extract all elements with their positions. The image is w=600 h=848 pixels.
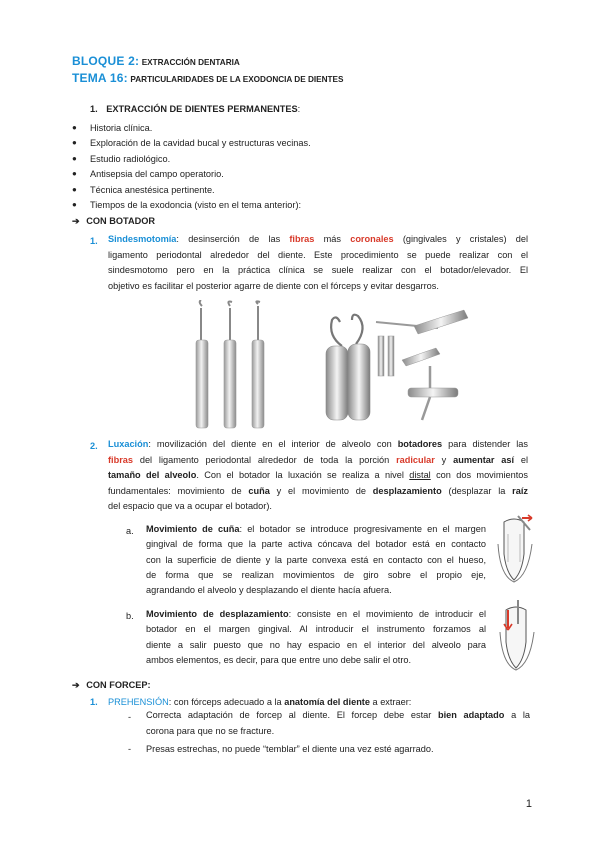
text: : el botador se introduce progresivamente en el margen [239, 524, 486, 534]
text: Presas estrechas, no puede “temblar” el diente una vez esté agarrado. [146, 744, 434, 754]
text: : desinserción de las [176, 234, 290, 244]
bloque-label: BLOQUE 2: [72, 54, 140, 68]
desplazamiento-paragraph [146, 607, 486, 668]
botador-title: CON BOTADOR [86, 216, 155, 226]
bullet-text: Exploración de la cavidad bucal y estructuras vecinas. [90, 138, 311, 148]
section1-title: EXTRACCIÓN DE DIENTES PERMANENTES [106, 104, 298, 114]
text: agrandando el alveolo y desplazando el diente hacía afuera. [146, 585, 392, 596]
forcep-item1-num: 1. [90, 697, 98, 707]
text: fundamentales: movimiento de [108, 485, 249, 496]
text: y [434, 454, 454, 465]
text: botador en el margen gingival. Al introducir el instrumento forzamos al [146, 624, 486, 635]
list-item: ● Estudio radiológico. [72, 154, 171, 164]
term: PREHENSIÓN [108, 697, 169, 707]
prehension-line [108, 697, 411, 707]
text: botadores [397, 439, 443, 449]
text: a la [504, 710, 530, 720]
bullet-text: Técnica anestésica pertinente. [90, 185, 215, 195]
tema-heading [72, 71, 343, 85]
text: sindesmotomo pero en la práctica clínica se suele realizar con el botador/elevador. El [108, 265, 528, 276]
text: : movilización del diente en el interior de alveolo con [148, 439, 398, 449]
bullet-text: Estudio radiológico. [90, 154, 171, 164]
forcep-heading [72, 680, 151, 691]
botadores-instruments-image [318, 306, 473, 424]
term: Luxación [108, 439, 149, 449]
section1-heading [90, 104, 300, 114]
sub-a-letter: a. [126, 526, 134, 536]
text: tamaño del alveolo [108, 470, 197, 481]
bullet-text: Tiempos de la exodoncia (visto en el tema anterior): [90, 200, 302, 210]
text: con la superficie de diente y la parte convexa está en contacto con el hueso, [146, 554, 486, 565]
text: más [314, 234, 351, 244]
bullet-text: Historia clínica. [90, 123, 153, 133]
text: distal [409, 470, 431, 481]
term: Movimiento de desplazamiento [146, 609, 289, 619]
dash-marker: - [128, 744, 132, 754]
cuna-paragraph [146, 522, 486, 598]
text: cuña [248, 485, 270, 496]
forcep-dash-1 [146, 708, 530, 739]
text: a extraer: [369, 697, 412, 707]
text: Correcta adaptación de forcep al diente. El forcep debe estar [146, 710, 438, 720]
text: coronales [350, 234, 394, 244]
text: fibras [289, 234, 315, 244]
section1-num: 1. [90, 104, 98, 114]
cuna-tooth-illustration [494, 514, 536, 584]
arrow-icon: ➔ [72, 680, 80, 690]
text: (desplazar la [441, 485, 513, 496]
item1-num: 1. [90, 236, 98, 246]
text: raíz [512, 485, 528, 496]
tema-text: PARTICULARIDADES DE LA EXODONCIA DE DIENTES [130, 75, 344, 84]
term: Movimiento de cuña [146, 524, 240, 534]
item2-num: 2. [90, 441, 98, 451]
text: corona para que no se fracture. [146, 725, 275, 736]
text: el [514, 454, 528, 465]
text: fibras [108, 454, 134, 465]
bloque-heading [72, 54, 240, 68]
bullet-text: Antisepsia del campo operatorio. [90, 169, 224, 179]
page-number: 1 [525, 798, 532, 810]
text: diente a salir puesto que no hay espacio en el interior del alveolo para [146, 639, 486, 650]
text: anatomía del diente [284, 697, 370, 707]
text: para distender las [442, 439, 528, 449]
text: de forma que se realizan movimientos de giro sobre el propio eje, [146, 569, 486, 580]
arrow-icon: ➔ [72, 216, 80, 226]
text: ligamento periodontal alrededor del diente. Este procedimiento se puede realizar con el [108, 249, 528, 260]
text: aumentar así [453, 454, 515, 465]
list-item: ● Historia clínica. [72, 123, 153, 133]
desplazamiento-tooth-illustration [496, 600, 538, 672]
text: desplazamiento [372, 485, 442, 496]
term: Sindesmotomía [108, 234, 177, 244]
bloque-text: EXTRACCIÓN DENTARIA [141, 58, 240, 67]
text: del ligamento periodontal alrededor de toda la porción [133, 454, 397, 465]
text: ambos elementos, es decir, para que entre uno debe salir el otro. [146, 654, 412, 665]
text: radicular [396, 454, 435, 465]
list-item: ● Exploración de la cavidad bucal y estructuras vecinas. [72, 138, 311, 148]
list-item: ● Antisepsia del campo operatorio. [72, 169, 224, 179]
text: y el movimiento de [269, 485, 373, 496]
text: . Con el botador la luxación se realiza a nivel [196, 470, 410, 481]
botador-heading [72, 216, 155, 227]
text: del espacio que va a ocupar el botador). [108, 501, 272, 512]
tema-label: TEMA 16: [72, 71, 128, 85]
sub-b-letter: b. [126, 611, 134, 621]
text: objetivo es facilitar el posterior agarre de diente con el fórceps y evitar desgarros. [108, 280, 439, 291]
text: : con fórceps adecuado a la [168, 697, 285, 707]
dash-marker: - [128, 712, 132, 722]
section1-colon: : [297, 104, 301, 114]
list-item: ● Técnica anestésica pertinente. [72, 185, 215, 195]
list-item: ● Tiempos de la exodoncia (visto en el tema anterior): [72, 200, 302, 210]
forcep-title: CON FORCEP: [86, 680, 151, 690]
text: bien adaptado [437, 710, 505, 720]
sindesmotomo-instruments-image [190, 300, 290, 432]
text: con dos movimientos [430, 470, 528, 481]
sindesmotomia-paragraph [108, 232, 528, 294]
text: gingival de forma que la parte activa cóncava del botador está en contacto [146, 539, 486, 550]
luxacion-paragraph [108, 437, 528, 515]
forcep-dash-2 [146, 744, 434, 754]
text: (gingivales y cristales) del [393, 234, 528, 244]
text: : consiste en el movimiento de introducir el [288, 609, 487, 619]
